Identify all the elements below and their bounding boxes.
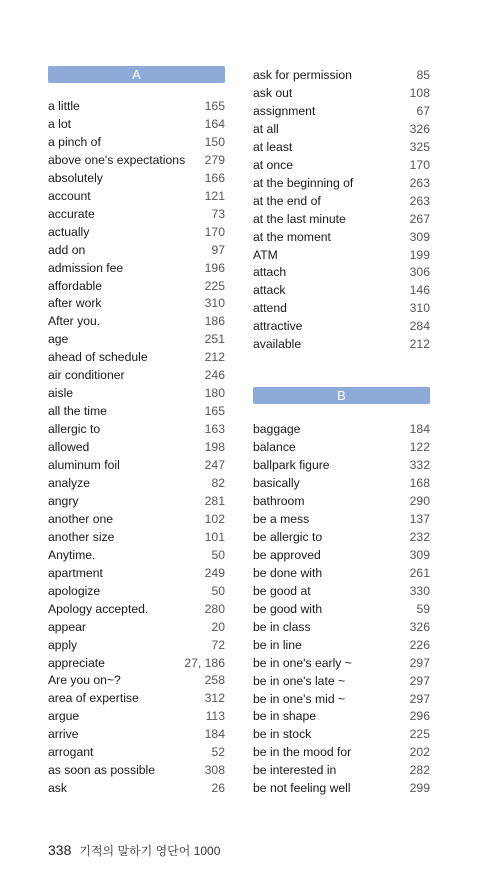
index-term: a pinch of — [48, 134, 101, 149]
index-term: be a mess — [253, 511, 310, 526]
index-page-ref: 198 — [204, 440, 225, 455]
index-term: add on — [48, 242, 86, 257]
index-entry — [253, 120, 430, 138]
index-page-ref: 20 — [211, 619, 225, 634]
index-page-ref: 212 — [409, 337, 430, 352]
index-term: arrogant — [48, 745, 94, 760]
index-page-ref: 150 — [204, 134, 225, 149]
index-term: at the beginning of — [253, 175, 354, 190]
index-term: be in one's mid ~ — [253, 691, 346, 706]
index-list-a — [48, 97, 225, 797]
index-page-ref: 330 — [409, 583, 430, 598]
index-entry — [253, 299, 430, 317]
index-entry — [48, 618, 225, 636]
book-title: 기적의 말하기 영단어 1000 — [79, 844, 221, 858]
index-page-ref: 165 — [204, 98, 225, 113]
index-entry — [253, 761, 430, 779]
index-page-ref: 196 — [204, 260, 225, 275]
index-page-ref: 199 — [409, 247, 430, 262]
index-entry — [48, 420, 225, 438]
index-term: Are you on~? — [48, 673, 121, 688]
index-page-ref: 297 — [409, 691, 430, 706]
index-term: at the moment — [253, 229, 331, 244]
index-entry — [48, 151, 225, 169]
index-entry — [48, 654, 225, 672]
index-page-ref: 82 — [211, 475, 225, 490]
index-page-ref: 163 — [204, 422, 225, 437]
index-entry — [253, 228, 430, 246]
index-entry — [253, 420, 430, 438]
index-entry — [48, 97, 225, 115]
index-entry — [48, 707, 225, 725]
index-entry — [253, 636, 430, 654]
index-term: be interested in — [253, 763, 337, 778]
index-term: aluminum foil — [48, 458, 120, 473]
index-term: assignment — [253, 103, 316, 118]
index-term: aisle — [48, 386, 74, 401]
index-entry — [48, 636, 225, 654]
index-term: air conditioner — [48, 368, 125, 383]
index-entry — [48, 600, 225, 618]
index-entry — [253, 546, 430, 564]
index-page-ref: 202 — [409, 745, 430, 760]
index-entry — [48, 402, 225, 420]
index-term: at the end of — [253, 193, 321, 208]
index-term: area of expertise — [48, 691, 139, 706]
index-term: allergic to — [48, 422, 101, 437]
index-term: ballpark figure — [253, 458, 330, 473]
index-entry — [253, 263, 430, 281]
index-page-ref: 310 — [204, 296, 225, 311]
index-term: baggage — [253, 422, 301, 437]
index-term: ask for permission — [253, 67, 352, 82]
index-entry — [253, 708, 430, 726]
index-page-ref: 263 — [409, 193, 430, 208]
index-page-ref: 164 — [204, 116, 225, 131]
index-entry — [253, 600, 430, 618]
page-number: 338 — [48, 842, 72, 858]
index-page-ref: 261 — [409, 565, 430, 580]
index-entry — [48, 438, 225, 456]
index-page-ref: 73 — [211, 206, 225, 221]
index-entry — [253, 174, 430, 192]
index-term: after work — [48, 296, 102, 311]
index-page-ref: 72 — [211, 637, 225, 652]
index-page-ref: 67 — [416, 103, 430, 118]
index-page-ref: 296 — [409, 709, 430, 724]
index-term: be not feeling well — [253, 781, 351, 796]
index-term: be in shape — [253, 709, 317, 724]
index-page-ref: 267 — [409, 211, 430, 226]
index-entry — [253, 438, 430, 456]
index-term: apply — [48, 637, 78, 652]
index-entry — [253, 246, 430, 264]
index-page-ref: 247 — [204, 458, 225, 473]
index-page-ref: 101 — [204, 529, 225, 544]
index-page-ref: 284 — [409, 319, 430, 334]
index-term: be approved — [253, 547, 321, 562]
index-entry — [48, 456, 225, 474]
index-term: above one's expectations — [48, 152, 186, 167]
index-term: be good at — [253, 583, 311, 598]
index-term: attend — [253, 301, 287, 316]
index-term: Apology accepted. — [48, 601, 149, 616]
index-page-ref: 312 — [204, 691, 225, 706]
index-entry — [48, 205, 225, 223]
index-page-ref: 165 — [204, 404, 225, 419]
index-entry — [253, 456, 430, 474]
index-term: be in one's late ~ — [253, 673, 346, 688]
index-entry — [253, 582, 430, 600]
index-term: be in class — [253, 619, 311, 634]
index-entry — [253, 156, 430, 174]
index-term: ask — [48, 781, 67, 796]
index-entry — [48, 564, 225, 582]
index-entry — [48, 510, 225, 528]
index-page-ref: 263 — [409, 175, 430, 190]
index-term: at once — [253, 157, 293, 172]
index-entry — [48, 366, 225, 384]
index-page-ref: 258 — [204, 673, 225, 688]
index-page-ref: 225 — [409, 727, 430, 742]
index-term: After you. — [48, 314, 101, 329]
index-entry — [48, 169, 225, 187]
index-term: as soon as possible — [48, 763, 156, 778]
index-entry — [48, 725, 225, 743]
index-page-ref: 50 — [211, 583, 225, 598]
index-term: allowed — [48, 440, 90, 455]
index-term: accurate — [48, 206, 95, 221]
index-term: ahead of schedule — [48, 350, 148, 365]
index-entry — [48, 384, 225, 402]
index-page-ref: 186 — [204, 314, 225, 329]
index-page-ref: 232 — [409, 529, 430, 544]
index-term: angry — [48, 493, 79, 508]
index-page-ref: 309 — [409, 229, 430, 244]
index-page-ref: 146 — [409, 283, 430, 298]
index-term: available — [253, 337, 302, 352]
index-entry — [48, 474, 225, 492]
index-term: appreciate — [48, 655, 105, 670]
index-page-ref: 309 — [409, 547, 430, 562]
index-page-ref: 310 — [409, 301, 430, 316]
index-page-ref: 249 — [204, 565, 225, 580]
index-term: ask out — [253, 85, 293, 100]
index-term: basically — [253, 476, 300, 491]
index-page-ref: 281 — [204, 493, 225, 508]
index-term: argue — [48, 709, 80, 724]
index-page-ref: 97 — [211, 242, 225, 257]
index-term: actually — [48, 224, 90, 239]
index-page-ref: 59 — [416, 601, 430, 616]
index-entry — [48, 348, 225, 366]
index-term: affordable — [48, 278, 102, 293]
index-term: another size — [48, 529, 115, 544]
index-page-ref: 279 — [204, 152, 225, 167]
index-term: age — [48, 332, 69, 347]
index-page-ref: 299 — [409, 781, 430, 796]
index-page-ref: 184 — [204, 727, 225, 742]
index-term: another one — [48, 511, 114, 526]
index-entry — [253, 618, 430, 636]
index-entry — [48, 277, 225, 295]
index-entry — [48, 241, 225, 259]
index-page-ref: 325 — [409, 139, 430, 154]
index-page-ref: 85 — [416, 67, 430, 82]
index-entry — [48, 672, 225, 690]
index-page-ref: 282 — [409, 763, 430, 778]
index-entry — [253, 672, 430, 690]
index-term: apologize — [48, 583, 101, 598]
index-list-a-continued — [253, 66, 430, 353]
index-page-ref: 246 — [204, 368, 225, 383]
index-entry — [48, 492, 225, 510]
index-page-ref: 212 — [204, 350, 225, 365]
index-term: a little — [48, 98, 80, 113]
index-entry — [253, 66, 430, 84]
index-term: apartment — [48, 565, 103, 580]
index-entry — [48, 582, 225, 600]
index-term: ATM — [253, 247, 278, 262]
index-page-ref: 170 — [204, 224, 225, 239]
index-page-ref: 225 — [204, 278, 225, 293]
index-term: Anytime. — [48, 547, 96, 562]
index-term: attractive — [253, 319, 303, 334]
index-entry — [48, 528, 225, 546]
index-entry — [253, 138, 430, 156]
index-term: account — [48, 188, 91, 203]
index-page-ref: 52 — [211, 745, 225, 760]
index-entry — [253, 474, 430, 492]
index-term: attack — [253, 283, 286, 298]
index-term: analyze — [48, 475, 91, 490]
index-page-ref: 280 — [204, 601, 225, 616]
index-entry — [48, 115, 225, 133]
index-page-ref: 332 — [409, 458, 430, 473]
index-term: be in line — [253, 637, 302, 652]
index-page-ref: 226 — [409, 637, 430, 652]
index-page-ref: 102 — [204, 511, 225, 526]
index-term: arrive — [48, 727, 79, 742]
index-term: attach — [253, 265, 287, 280]
index-entry — [253, 564, 430, 582]
index-page-ref: 168 — [409, 476, 430, 491]
index-term: be in the mood for — [253, 745, 352, 760]
index-page-ref: 184 — [409, 422, 430, 437]
section-header-b: B — [253, 387, 430, 404]
index-entry — [253, 779, 430, 797]
index-page-ref: 50 — [211, 547, 225, 562]
index-entry — [253, 84, 430, 102]
index-entry — [48, 761, 225, 779]
index-page-ref: 251 — [204, 332, 225, 347]
index-term: bathroom — [253, 494, 305, 509]
index-page-ref: 27, 186 — [184, 655, 225, 670]
index-page-ref: 108 — [409, 85, 430, 100]
index-term: a lot — [48, 116, 72, 131]
index-entry — [253, 281, 430, 299]
index-term: appear — [48, 619, 86, 634]
index-page-ref: 122 — [409, 440, 430, 455]
index-page-ref: 290 — [409, 494, 430, 509]
index-term: at all — [253, 121, 279, 136]
index-entry — [48, 259, 225, 277]
index-term: be done with — [253, 565, 323, 580]
index-entry — [48, 223, 225, 241]
index-entry — [253, 492, 430, 510]
index-term: at least — [253, 139, 293, 154]
index-term: all the time — [48, 404, 107, 419]
page-footer — [48, 842, 220, 859]
index-entry — [253, 743, 430, 761]
index-page-ref: 26 — [211, 781, 225, 796]
index-term: balance — [253, 440, 296, 455]
index-entry — [253, 317, 430, 335]
index-entry — [48, 779, 225, 797]
index-term: admission fee — [48, 260, 124, 275]
index-page-ref: 113 — [205, 709, 225, 724]
index-term: be in stock — [253, 727, 312, 742]
index-entry — [48, 187, 225, 205]
index-entry — [48, 743, 225, 761]
index-term: at the last minute — [253, 211, 346, 226]
index-page-ref: 306 — [409, 265, 430, 280]
index-entry — [253, 654, 430, 672]
index-entry — [253, 528, 430, 546]
index-term: absolutely — [48, 170, 103, 185]
index-entry — [48, 294, 225, 312]
index-column-right — [253, 66, 430, 797]
index-page-ref: 180 — [204, 386, 225, 401]
index-entry — [253, 510, 430, 528]
index-entry — [253, 335, 430, 353]
index-entry — [253, 210, 430, 228]
index-entry — [48, 133, 225, 151]
index-entry — [253, 192, 430, 210]
index-entry — [253, 102, 430, 120]
index-list-b — [253, 420, 430, 797]
index-page-ref: 297 — [409, 673, 430, 688]
index-term: be good with — [253, 601, 323, 616]
index-entry — [48, 689, 225, 707]
index-page-ref: 326 — [409, 619, 430, 634]
index-term: be allergic to — [253, 529, 323, 544]
section-header-a: A — [48, 66, 225, 83]
index-page-ref: 308 — [204, 763, 225, 778]
index-entry — [48, 312, 225, 330]
index-entry — [48, 330, 225, 348]
index-entry — [253, 725, 430, 743]
index-page-ref: 166 — [204, 170, 225, 185]
index-page-ref: 297 — [409, 655, 430, 670]
index-term: be in one's early ~ — [253, 655, 352, 670]
index-entry — [253, 690, 430, 708]
index-entry — [48, 546, 225, 564]
index-page-ref: 137 — [409, 511, 430, 526]
index-column-left — [48, 66, 225, 797]
index-page-ref: 326 — [409, 121, 430, 136]
index-page-ref: 170 — [409, 157, 430, 172]
index-page-ref: 121 — [204, 188, 225, 203]
